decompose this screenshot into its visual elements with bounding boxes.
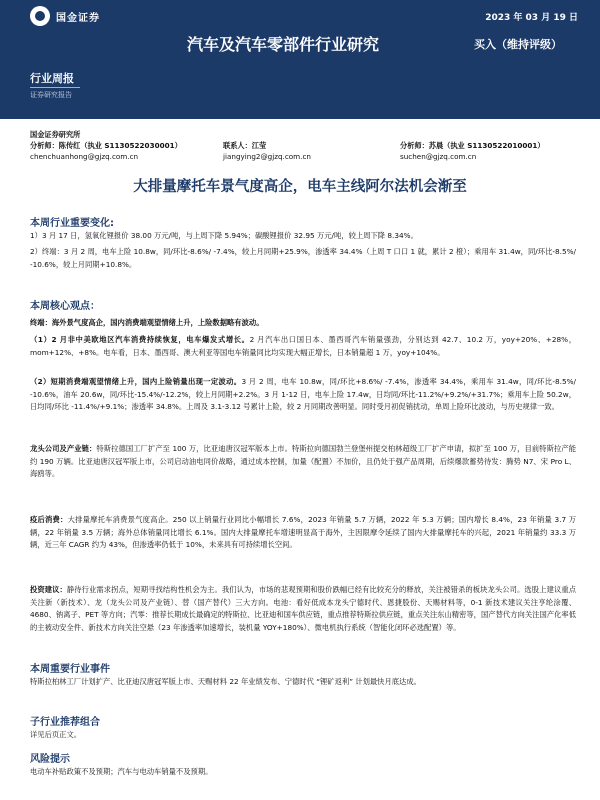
section-title-events: 本周重要行业事件: [30, 664, 110, 675]
core-p2-body: 3 月 2 周，电车 10.8w，同/环比+8.6%/ -7.4%，渗透率 34.4%，乘用车 31.4w，同/环比-8.5%/ -10.6%，油车 20.6w，同/环比-15.4%/-12.2%，较上月同期+2.2%。3 月 1-12 日，电车上险 17.4w，日均同/环比-11.2%/+9.2%/+31.7%；乘用车上险 50.2w，日均同/环比 -11.4%/+9.1%；渗透率 34.8%。上周及 3.1-3.12 号累计上险，较 2 月同期改善明显。同时受月初促销扰动，单周上险环比波动，与历史规律一致。: [30, 377, 576, 411]
core-paragraph-2: [30, 376, 576, 414]
main-title: 大排量摩托车景气度高企，电车主线阿尔法机会渐至: [133, 179, 467, 195]
changes-paragraph-2: 2）终端：3 月 2 周，电车上险 10.8w，同/环比-8.6%/ -7.4%，较上月同期+25.9%，渗透率 34.4%（上周 T 口口 1 就，累计 2 橙）；乘用车 31.4w，同/环比-8.5%/ -10.6%，较上月同期+10.8%。: [30, 247, 576, 269]
institute-name: 国金证券研究所: [30, 130, 81, 139]
logo-text: 国金证券: [56, 12, 100, 24]
section-title-risk: 风险提示: [30, 754, 70, 765]
leader-paragraph: [30, 443, 576, 481]
section-title-changes: 本周行业重要变化:: [30, 218, 114, 229]
report-subtype: 证券研究报告: [30, 91, 72, 99]
header-divider: [30, 87, 80, 88]
core-lead: 终端：海外景气度高企，国内消费端观望情绪上升，上险数据略有波动。: [30, 318, 264, 327]
analyst-1-name: 分析师：陈传红（执业 S1130522030001）: [30, 141, 182, 150]
rating-badge: 买入（维持评级）: [474, 38, 562, 51]
report-type: 行业周报: [30, 72, 74, 85]
analyst-2-email[interactable]: suchen@gjzq.com.cn: [400, 152, 477, 161]
analyst-2-name: 分析师：苏晨（执业 S1130522010001）: [400, 141, 545, 150]
leader-heading: 龙头公司及产业链：: [30, 444, 97, 453]
moto-body: 大排量摩托车消费景气度高企。250 以上销量行业同比小幅增长 7.6%，2023 年销量 5.7 万辆，2022 年 5.3 万辆；国内增长 8.4%，23 年销量 3.7 万辆，22 年销量 3.5 万辆；海外总体销量同比增长 6.1%。国内大排量摩托车增速明显高于海外，主因限摩令延续了国内大排量摩托车的兴起，2021 年销量约 33.3 万辆，近三年 CAGR 约为 43%，但渗透率仍低于 10%，未来具有可持续增长空间。: [30, 515, 576, 549]
analyst-block: [30, 129, 574, 162]
section-title-core: 本周核心观点：: [30, 301, 100, 312]
investment-paragraph: [30, 584, 576, 634]
core-p1-heading: （1）2 月非中美欧地区汽车消费持续恢复，电车爆发式增长。: [30, 335, 250, 344]
investment-heading: 投资建议：: [30, 585, 67, 594]
core-p1-body: 2 月汽车出口国日本、墨西哥汽车销量强劲，分别达到 42.7、10.2 万，yoy+20%、+28%，mom+12%、+8%。电车看，日本、墨西哥、澳大利亚等国电车销量同比均实现大幅正增长，日本销量超 1 万，yoy+104%。: [30, 335, 577, 357]
investment-body: 静待行业需求拐点，短期寻找结构性机会为主。我们认为，市场的悲观预期和股价跌幅已经有比较充分的释放，关注被错杀的板块龙头公司。选股上建议重点关注新（新技术）、龙（龙头公司及产业链）、替（国产替代）三大方向。电池：看好低成本龙头宁德时代、恩捷股份、天赐材料等，0-1 新技术建议关注亨纶涂覆、4680、钠离子、PET 等方向；汽零：推荐长期成长最确定的特斯拉、比亚迪和国车供应链，重点推荐特斯拉供应链，重点关注东山精密等，国产替代方向关注国产化率低的主被动安全件、新技术方向关注空悬（23 年渗透率加速增长，装机量 YOY+180%）、微电机执行系统（智能化闭环必选配置）等。: [30, 585, 577, 632]
moto-heading: 疫后消费：: [30, 515, 68, 524]
report-header: [0, 0, 600, 119]
leader-body: 特斯拉德国工厂扩产至 100 万，比亚迪唐汉冠军版本上市。特斯拉向德国勃兰登堡州提交柏林超级工厂扩产申请，拟扩至 100 万，目前特斯拉产能约 190 万辆。比亚迪唐汉冠军版上市，公司启动油电同价战略，通过成本控制，加量（配置）不加价，且仍处于强产品周期，后续爆款蓄势待发：腾势 N7、宋 Pro L、海鸥等。: [30, 444, 576, 478]
report-date: 2023 年 03 月 19 日: [485, 13, 578, 23]
risk-paragraph: 电动车补贴政策不及预期；汽车与电动车销量不及预期。: [30, 767, 213, 776]
company-logo: [30, 6, 100, 26]
contact-name: 联系人：江莹: [223, 141, 267, 150]
moto-paragraph: [30, 514, 576, 552]
changes-paragraph-1: 1）3 月 17 日，氢氧化锂报价 38.00 万元/吨，与上周下降 5.94%；碳酸锂报价 32.95 万元/吨，较上周下降 8.34%。: [30, 231, 418, 240]
subindustry-paragraph: 详见后页正文。: [30, 730, 82, 739]
logo-icon: [30, 6, 50, 26]
section-title-subindustry: 子行业推荐组合: [30, 717, 100, 728]
contact-email[interactable]: jiangying2@gjzq.com.cn: [223, 152, 311, 161]
core-paragraph-1: [30, 334, 576, 359]
report-title: 汽车及汽车零部件行业研究: [187, 35, 380, 54]
analyst-1-email[interactable]: chenchuanhong@gjzq.com.cn: [30, 152, 139, 161]
events-paragraph: 特斯拉柏林工厂计划扩产、比亚迪汉唐冠军版上市、天赐材料 22 年业绩发布、宁德时代 “锂矿返利” 计划最快月底达成。: [30, 677, 421, 686]
core-p2-heading: （2）短期消费端观望情绪上升，国内上险销量出现一定波动。: [30, 377, 242, 386]
